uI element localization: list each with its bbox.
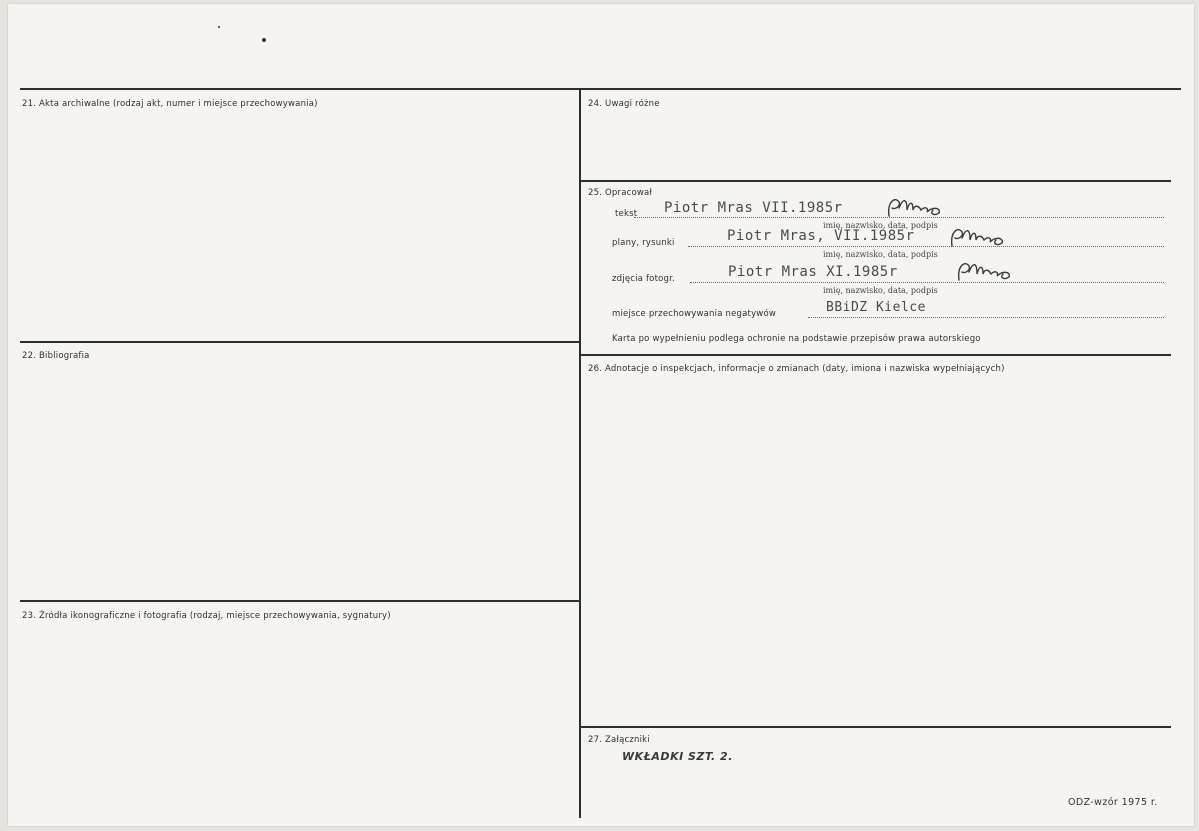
form-id: ODZ-wzór 1975 r. [1068,797,1158,808]
row-negatives-label: miejsce przechowywania negatywów [612,309,776,319]
row-photos-line [690,282,1164,283]
row-negatives-value: BBiDZ Kielce [826,300,926,315]
row-text-hint: imię, nazwisko, data, podpis [823,221,938,230]
rule-22-23 [20,600,580,602]
attachments-value: WKŁADKI SZT. 2. [622,750,733,763]
section-24-label: 24. Uwagi różne [588,99,660,109]
signature-2 [946,224,1018,250]
section-25-label: 25. Opracował [588,188,653,198]
rule-26-27 [581,726,1171,728]
rule-25-26 [581,354,1171,356]
section-26-label: 26. Adnotacje o inspekcjach, informacje o zmianach (daty, imiona i nazwiska wypełniających) [588,364,1005,374]
row-text-label: tekst [615,209,638,219]
section-23-label: 23. Źródła ikonograficzne i fotografia (rodzaj, miejsce przechowywania, sygnatury) [22,611,391,621]
copyright-notice: Karta po wypełnieniu podlega ochronie na podstawie przepisów prawa autorskiego [612,334,981,344]
row-plans-value: Piotr Mras, VII.1985r [727,228,915,244]
column-divider [579,90,581,818]
row-photos-label: zdjęcia fotogr. [612,274,675,284]
section-27-label: 27. Załączniki [588,735,650,745]
row-photos-hint: imię, nazwisko, data, podpis [823,286,938,295]
record-card [8,4,1194,826]
top-rule [20,88,1181,90]
rule-21-22 [20,341,580,343]
row-plans-label: plany, rysunki [612,238,675,248]
row-plans-line [688,246,1164,247]
row-photos-value: Piotr Mras XI.1985r [728,264,898,280]
section-22-label: 22. Bibliografia [22,351,90,361]
row-text-value: Piotr Mras VII.1985r [664,200,843,216]
ink-speck [218,26,220,28]
signature-3 [953,258,1025,284]
rule-24-25 [581,180,1171,182]
signature-1 [883,194,955,220]
row-plans-hint: imię, nazwisko, data, podpis [823,250,938,259]
ink-speck [262,38,266,42]
section-21-label: 21. Akta archiwalne (rodzaj akt, numer i miejsce przechowywania) [22,99,318,109]
row-negatives-line [808,317,1164,318]
